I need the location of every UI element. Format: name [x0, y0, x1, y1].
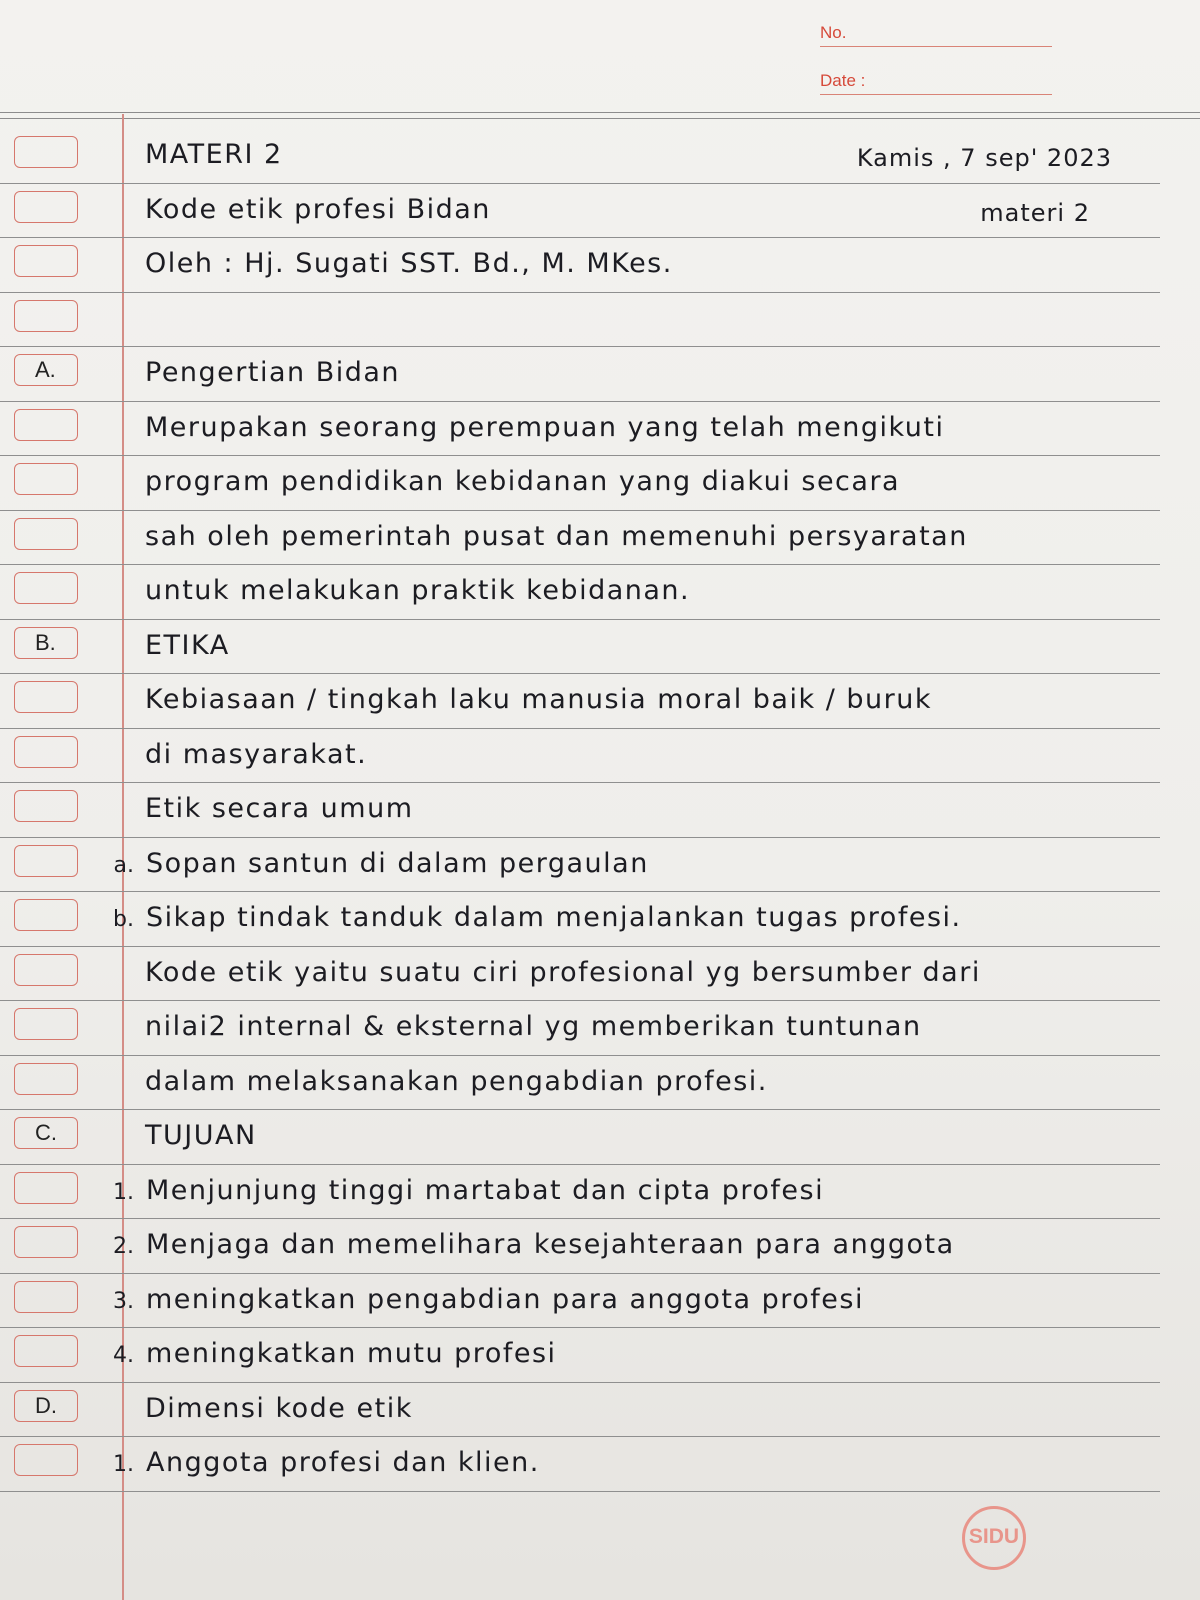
handwritten-line: Kebiasaan / tingkah laku manusia moral baik / buruk: [145, 684, 932, 715]
section-letter: [15, 791, 77, 821]
item-number: 1.: [113, 1452, 134, 1477]
ruled-line: [0, 1055, 1160, 1056]
brand-logo-text: SIDU: [968, 1525, 1020, 1548]
margin-box: [14, 245, 78, 277]
handwritten-line: Oleh : Hj. Sugati SST. Bd., M. MKes.: [145, 248, 673, 279]
handwritten-line: Merupakan seorang perempuan yang telah mengikuti: [145, 412, 945, 443]
margin-box: [14, 1063, 78, 1095]
item-number: 1.: [113, 1180, 134, 1205]
top-rule: [0, 112, 1200, 113]
ruled-line: [0, 455, 1160, 456]
section-letter: [15, 137, 77, 167]
item-number: 3.: [113, 1289, 134, 1314]
handwritten-line: ETIKA: [145, 630, 230, 661]
handwritten-line: nilai2 internal & eksternal yg memberikan tuntunan: [145, 1011, 922, 1042]
ruled-line: [0, 946, 1160, 947]
section-letter: [15, 1336, 77, 1366]
section-letter: [15, 955, 77, 985]
handwritten-line: Anggota profesi dan klien.: [146, 1447, 540, 1478]
handwritten-line: Sikap tindak tanduk dalam menjalankan tugas profesi.: [146, 902, 962, 933]
brand-logo: [962, 1506, 1026, 1570]
top-rule-2: [0, 118, 1200, 119]
handwritten-line: Etik secara umum: [145, 793, 414, 824]
section-letter: [15, 682, 77, 712]
section-letter: C.: [35, 1120, 57, 1145]
ruled-line: [0, 1273, 1160, 1274]
ruled-line: [0, 1000, 1160, 1001]
section-letter: [15, 464, 77, 494]
margin-box: [14, 790, 78, 822]
handwritten-line: TUJUAN: [145, 1120, 257, 1151]
handwritten-line: untuk melakukan praktik kebidanan.: [145, 575, 691, 606]
margin-box: [14, 1390, 78, 1422]
section-letter: [15, 192, 77, 222]
ruled-line: [0, 1218, 1160, 1219]
ruled-line: [0, 619, 1160, 620]
handwritten-line: meningkatkan pengabdian para anggota profesi: [146, 1284, 864, 1315]
section-letter: [15, 301, 77, 331]
ruled-line: [0, 891, 1160, 892]
ruled-line: [0, 237, 1160, 238]
section-letter: [15, 1064, 77, 1094]
ruled-line: [0, 837, 1160, 838]
handwritten-line: Kode etik yaitu suatu ciri profesional yg bersumber dari: [145, 957, 981, 988]
handwritten-line: dalam melaksanakan pengabdian profesi.: [145, 1066, 768, 1097]
margin-box: [14, 572, 78, 604]
margin-box: [14, 463, 78, 495]
ruled-line: [0, 510, 1160, 511]
margin-box: [14, 1117, 78, 1149]
margin-box: [14, 736, 78, 768]
ruled-line: [0, 564, 1160, 565]
section-letter: A.: [35, 357, 56, 382]
margin-box: [14, 1008, 78, 1040]
margin-box: [14, 899, 78, 931]
handwritten-line: Kode etik profesi Bidan: [145, 194, 491, 225]
date-label: Date :: [820, 71, 866, 90]
section-letter: [15, 573, 77, 603]
section-letter: [15, 1173, 77, 1203]
margin-box: [14, 354, 78, 386]
section-letter: [15, 1282, 77, 1312]
item-number: 4.: [113, 1343, 134, 1368]
ruled-line: [0, 1382, 1160, 1383]
lecture-date: Kamis , 7 sep' 2023: [856, 144, 1112, 172]
margin-box: [14, 136, 78, 168]
section-letter: [15, 1445, 77, 1475]
margin-box: [14, 300, 78, 332]
section-letter: [15, 900, 77, 930]
margin-box: [14, 681, 78, 713]
handwritten-line: Pengertian Bidan: [145, 357, 401, 388]
ruled-line: [0, 1491, 1160, 1492]
handwritten-line: meningkatkan mutu profesi: [146, 1338, 557, 1369]
section-letter: D.: [35, 1393, 57, 1418]
section-letter: [15, 1009, 77, 1039]
ruled-line: [0, 1436, 1160, 1437]
section-letter: [15, 1227, 77, 1257]
margin-box: [14, 409, 78, 441]
handwritten-line: Menjaga dan memelihara kesejahteraan para anggota: [146, 1229, 955, 1260]
section-letter: [15, 519, 77, 549]
handwritten-line: MATERI 2: [145, 139, 283, 170]
margin-box: [14, 1172, 78, 1204]
ruled-line: [0, 1109, 1160, 1110]
section-letter: [15, 410, 77, 440]
handwritten-line: Dimensi kode etik: [145, 1393, 413, 1424]
handwritten-line: di masyarakat.: [145, 739, 368, 770]
margin-box: [14, 1444, 78, 1476]
materi-note: materi 2: [980, 199, 1090, 227]
section-letter: [15, 737, 77, 767]
handwritten-line: Sopan santun di dalam pergaulan: [146, 848, 649, 879]
ruled-line: [0, 673, 1160, 674]
margin-box: [14, 954, 78, 986]
margin-box: [14, 1335, 78, 1367]
margin-box: [14, 1226, 78, 1258]
ruled-line: [0, 346, 1160, 347]
no-field: [820, 22, 1052, 47]
ruled-line: [0, 1164, 1160, 1165]
date-field: [820, 70, 1052, 95]
ruled-line: [0, 1327, 1160, 1328]
ruled-line: [0, 292, 1160, 293]
handwritten-line: program pendidikan kebidanan yang diakui secara: [145, 466, 901, 497]
margin-box: [14, 1281, 78, 1313]
ruled-line: [0, 401, 1160, 402]
margin-box: [14, 518, 78, 550]
section-letter: B.: [35, 630, 56, 655]
section-letter: [15, 846, 77, 876]
no-label: No.: [820, 23, 847, 42]
item-number: b.: [113, 907, 134, 932]
ruled-line: [0, 183, 1160, 184]
section-letter: [15, 246, 77, 276]
handwritten-line: Menjunjung tinggi martabat dan cipta profesi: [146, 1175, 825, 1206]
ruled-line: [0, 782, 1160, 783]
item-number: a.: [113, 853, 134, 878]
margin-box: [14, 845, 78, 877]
item-number: 2.: [113, 1234, 134, 1259]
margin-box: [14, 627, 78, 659]
handwritten-line: sah oleh pemerintah pusat dan memenuhi persyaratan: [145, 521, 968, 552]
ruled-line: [0, 728, 1160, 729]
margin-box: [14, 191, 78, 223]
